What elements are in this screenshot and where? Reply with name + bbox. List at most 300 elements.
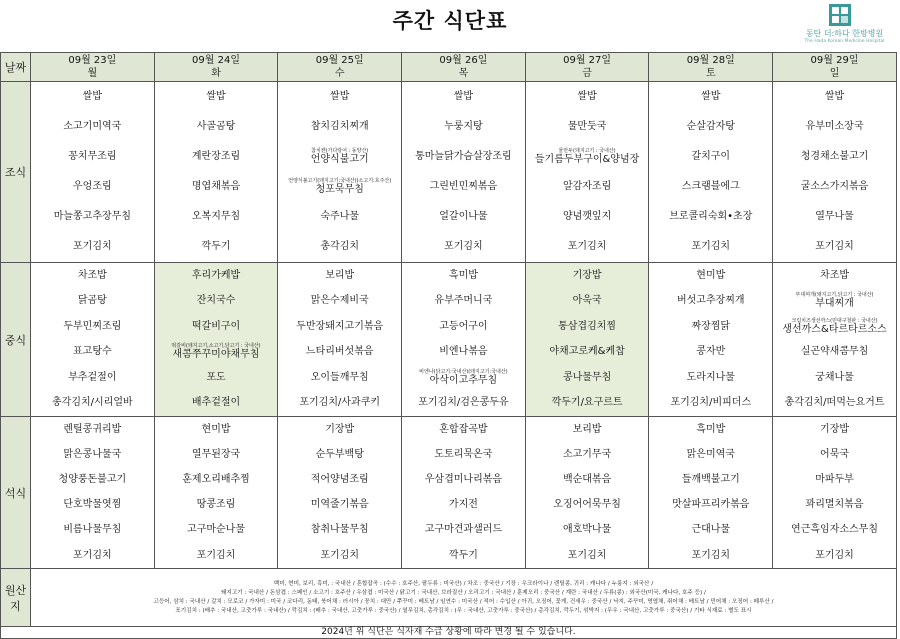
dish-name: 맑은수제비국: [310, 295, 369, 307]
menu-cell: [773, 263, 897, 417]
dish-name: 닭곰탕: [77, 295, 107, 307]
dish-item: [526, 289, 649, 315]
dish-list: [278, 263, 401, 416]
dish-item: [526, 518, 649, 543]
dish-item: [402, 543, 525, 568]
dish-item: [526, 467, 649, 492]
dish-item: [649, 232, 772, 262]
menu-cell: [154, 417, 278, 569]
dish-item: [773, 289, 896, 315]
dish-list: [31, 417, 154, 568]
dish-name: 얼갈이나물: [439, 211, 488, 222]
dish-item: [526, 263, 649, 289]
dish-item: [526, 232, 649, 262]
dish-name: 현미밥: [696, 269, 726, 281]
dish-name: 언양식불고기: [310, 154, 369, 165]
dish-item: [278, 391, 401, 417]
dish-item: [278, 493, 401, 518]
dish-item: [31, 314, 154, 340]
dish-name: 고구마견과샐러드: [424, 524, 503, 536]
dish-name: 마파두부: [815, 473, 854, 485]
dish-name: 오징어어묵무침: [553, 499, 621, 511]
dish-name: 느타리버섯볶음: [305, 346, 374, 358]
dish-item: [649, 82, 772, 112]
dish-item: [278, 142, 401, 172]
dish-item: [402, 340, 525, 366]
day-of-week: 토: [705, 68, 716, 79]
dish-name: 도라지나물: [686, 371, 735, 383]
meal-label: 석식: [1, 417, 31, 569]
dish-item: [155, 467, 278, 492]
dish-name: 참치김치찌개: [310, 121, 369, 132]
dish-name: 잔치국수: [196, 295, 236, 307]
dish-name: 통마늘닭가슴살장조림: [415, 151, 512, 162]
menu-cell: [773, 417, 897, 569]
dish-name: 맛살파프리카볶음: [672, 499, 750, 511]
dish-item: [155, 340, 278, 366]
dish-item: [649, 493, 772, 518]
meal-row: [1, 82, 897, 263]
dish-item: [31, 289, 154, 315]
dish-name: 보리밥: [572, 423, 602, 435]
dish-name: 버섯고추장찌개: [676, 295, 745, 307]
dish-item: [31, 467, 154, 492]
dish-name: 우엉조림: [73, 181, 112, 192]
dish-item: [31, 112, 154, 142]
dish-item: [402, 112, 525, 142]
dish-name: 떡갈비구이: [191, 320, 241, 332]
dish-name: 포기김치: [691, 549, 731, 561]
dish-item: [649, 543, 772, 568]
day-header: [278, 53, 402, 82]
day-header: [649, 53, 773, 82]
dish-name: 비엔나볶음: [439, 346, 488, 358]
dish-item: [402, 417, 525, 442]
meal-rows: [1, 82, 897, 569]
dish-name: 포기김치: [196, 549, 236, 561]
dish-list: [402, 82, 525, 262]
dish-list: [402, 263, 525, 416]
dish-item: [155, 391, 278, 417]
dish-item: [526, 314, 649, 340]
dish-item: [649, 289, 772, 315]
dish-name: 애호박나물: [562, 524, 612, 536]
dish-item: [773, 142, 896, 172]
day-of-week: 월: [87, 68, 98, 79]
dish-item: [402, 314, 525, 340]
dish-item: [278, 172, 401, 202]
dish-name: 깍두기/요구르트: [551, 397, 623, 409]
dish-item: [649, 340, 772, 366]
dish-item: [402, 365, 525, 391]
dish-name: 알감자조림: [562, 181, 612, 192]
dish-name: 꽈리멸치볶음: [805, 499, 864, 511]
dish-item: [526, 172, 649, 202]
notice-row: [1, 627, 897, 639]
dish-item: [402, 518, 525, 543]
dish-name: 두반장돼지고기볶음: [296, 320, 384, 332]
dish-list: [31, 82, 154, 262]
menu-cell: [278, 263, 402, 417]
day-header: [154, 53, 278, 82]
dish-item: [31, 391, 154, 417]
hospital-logo-icon: [829, 4, 851, 26]
dish-item: [155, 417, 278, 442]
dish-list: [773, 263, 896, 416]
dish-item: [526, 340, 649, 366]
dish-item: [402, 442, 525, 467]
dish-origin-note: 부대찌개(돼지고기,닭고기 : 국내산): [795, 292, 874, 299]
dish-list: [649, 82, 772, 262]
dish-name: 가지전: [448, 499, 478, 511]
dish-item: [526, 442, 649, 467]
day-header: [31, 53, 155, 82]
dish-name: 포도: [206, 371, 226, 383]
menu-cell: [402, 82, 526, 263]
dish-item: [526, 82, 649, 112]
menu-cell: [402, 417, 526, 569]
hospital-name-english: The Hada Korean Medicine Hospital: [804, 39, 885, 44]
hospital-logo: [797, 4, 892, 46]
dish-list: [773, 417, 896, 568]
dish-name: 유부주머니국: [434, 295, 493, 307]
dish-item: [31, 518, 154, 543]
dish-name: 갈치구이: [691, 151, 731, 162]
dish-name: 고등어구이: [439, 320, 488, 332]
dish-name: 궁채나물: [815, 371, 854, 383]
origin-line: 고등어, 삼치 : 국내산 / 갈치 : 모로코 / 가자미 : 미국 / 코다리, 동태, 북어채 : 러시아 / 꽁치 : 대만 / 쭈꾸미 : 베트남 / 임연수 : 미국산 / 적어 : 수입산 / 아귀, 오징어, 꽃게, 건새우 : 중국산 / 낙지, 주꾸미, 명엽채, 쥐어채 : 베트남 / 민어채 : 오징어 : 페루산 /: [153, 598, 774, 605]
dish-item: [402, 493, 525, 518]
dish-name: 부대찌개: [815, 298, 854, 310]
dish-item: [402, 202, 525, 232]
dish-origin-note: 언양식불고기(돼지고기:국내산)(소고기:호주산): [288, 178, 392, 184]
dish-name: 깍두기: [201, 241, 231, 252]
dish-item: [649, 263, 772, 289]
dish-item: [31, 417, 154, 442]
dish-name: 쌀밥: [453, 91, 474, 102]
dish-name: 총각김치/시리얼바: [52, 397, 133, 409]
dish-name: 오복지무침: [191, 211, 241, 222]
dish-name: 보리밥: [325, 269, 355, 281]
dish-item: [649, 142, 772, 172]
dish-name: 흑미밥: [696, 423, 726, 435]
dish-name: 포기김치: [567, 241, 607, 252]
origin-info: [31, 569, 897, 627]
dish-item: [402, 263, 525, 289]
origin-line: 포기김치 : (배추 : 국내산, 고춧가루 : 국내산) / 깍김치 : (배추 : 국내산, 고춧가루 : 중국산) / 열무김치, 총각김치 : (무 : 국내산, 고춧가루 : 중국산) / 총각김치, 깍두기, 섞박지 : (무우 : 국내산, 고춧가루 : 중국산) / 기타 식재료 : 별도 표시: [175, 607, 752, 614]
dish-name: 포기김치/사과쿠키: [299, 397, 381, 409]
dish-name: 포기김치: [691, 241, 731, 252]
dish-item: [278, 82, 401, 112]
dish-item: [773, 340, 896, 366]
menu-cell: [154, 263, 278, 417]
dish-item: [31, 142, 154, 172]
dish-item: [526, 493, 649, 518]
dish-origin-note: 물만두(돼지고기 : 국내산): [558, 148, 616, 154]
day-of-week: 목: [458, 68, 469, 79]
dish-name: 포기김치/비피더스: [670, 397, 752, 409]
dish-name: 기장밥: [820, 423, 850, 435]
menu-cell: [31, 417, 155, 569]
dish-item: [155, 82, 278, 112]
hospital-name: 동탄 더:하다 한방병원: [805, 29, 884, 38]
dish-name: 근대나물: [691, 524, 731, 536]
dish-name: 소고기무국: [562, 448, 612, 460]
dish-item: [773, 467, 896, 492]
dish-item: [31, 232, 154, 262]
day-of-week: 화: [211, 68, 221, 79]
dish-name: 스크램블에그: [681, 181, 740, 192]
dish-item: [278, 518, 401, 543]
dish-name: 숙주나물: [320, 211, 360, 222]
dish-item: [526, 365, 649, 391]
day-date: 09월 23일: [68, 55, 117, 66]
dish-list: [278, 82, 401, 262]
menu-cell: [649, 82, 773, 263]
dish-list: [155, 417, 278, 568]
dish-item: [155, 112, 278, 142]
date-column-label: 날짜: [1, 53, 31, 82]
menu-cell: [649, 417, 773, 569]
dish-name: 그린빈민찌볶음: [429, 181, 498, 192]
dish-name: 생선까스&타르타르소스: [782, 323, 887, 335]
dish-name: 혼합잡곡밥: [439, 423, 488, 435]
dish-name: 쌀밥: [206, 91, 226, 102]
dish-name: 고구마순나물: [187, 524, 246, 536]
dish-item: [155, 232, 278, 262]
dish-name: 깍두기: [448, 549, 478, 561]
dish-name: 물만둣국: [567, 121, 607, 132]
dish-item: [773, 82, 896, 112]
dish-name: 현미밥: [201, 423, 231, 435]
dish-list: [773, 82, 896, 262]
origin-label: 원산지: [1, 569, 31, 627]
dish-name: 누룽지탕: [444, 121, 483, 132]
dish-name: 포기김치: [73, 241, 112, 252]
menu-cell: [31, 82, 155, 263]
dish-name: 통삼겹김치찜: [558, 320, 617, 332]
dish-name: 청포묵무침: [315, 184, 364, 195]
dish-item: [278, 543, 401, 568]
dish-item: [649, 112, 772, 142]
dish-item: [649, 391, 772, 417]
dish-name: 쌀밥: [577, 91, 597, 102]
dish-item: [402, 467, 525, 492]
day-date: 09월 24일: [192, 55, 240, 66]
dish-item: [155, 289, 278, 315]
dish-item: [402, 82, 525, 112]
dish-name: 어묵국: [820, 448, 850, 460]
dish-name: 표고탕수: [73, 346, 112, 358]
dish-item: [278, 314, 401, 340]
dish-name: 브로콜리숙회•초장: [669, 211, 753, 222]
dish-item: [773, 172, 896, 202]
dish-name: 총각김치/떠먹는요거트: [784, 397, 885, 409]
dish-name: 우삼겹미나리볶음: [424, 473, 503, 485]
dish-item: [649, 365, 772, 391]
dish-list: [155, 82, 278, 262]
menu-cell: [649, 263, 773, 417]
dish-name: 짜장찜닭: [691, 320, 731, 332]
dish-item: [155, 543, 278, 568]
dish-item: [402, 289, 525, 315]
dish-name: 연근흑임자소스무침: [791, 524, 878, 536]
dish-name: 쌀밥: [824, 91, 845, 102]
dish-name: 기장밥: [325, 423, 355, 435]
dish-item: [526, 112, 649, 142]
dish-origin-note: 크림치즈생선까스(민대구철판 : 국내산): [791, 317, 878, 324]
dish-item: [773, 518, 896, 543]
dish-item: [31, 543, 154, 568]
dish-item: [526, 142, 649, 172]
dish-item: [773, 543, 896, 568]
dish-item: [155, 202, 278, 232]
day-header: [525, 53, 649, 82]
dish-name: 순살감자탕: [686, 121, 735, 132]
menu-cell: [525, 82, 649, 263]
dish-name: 아삭이고추무침: [429, 374, 498, 386]
dish-name: 콩나물무침: [562, 371, 612, 383]
dish-item: [278, 340, 401, 366]
dish-item: [649, 172, 772, 202]
origin-line: 돼지고기 : 국내산 / 돈삼겹 : 스페인 / 소고기 : 호주산 / 우삼겹 : 미국산 / 닭고기 : 국내산, 브라질산 / 오리고기 : 국내산 / 훈제오리 : 중국산 / 계란 : 국내산 / 두류(콩) : 외국산(미국, 캐나다, 호주 등) /: [221, 589, 706, 596]
day-date: 09월 28일: [686, 55, 735, 66]
dish-list: [402, 417, 525, 568]
dish-name: 명엽채볶음: [191, 181, 241, 192]
dish-item: [155, 442, 278, 467]
dish-origin-note: 참치캔(가다랑어 : 동양산): [311, 148, 369, 154]
origin-line: 백미, 현미, 보리, 흑미, : 국내산 / 혼합잡곡 : (수수 : 호주산, 팥두류 : 미국산) / 차조 : 중국산 / 기장 : 우크라이나 / 렌틸콩, 귀리 : 캐나다 / 누룽지 : 외국산 /: [273, 580, 654, 587]
dish-origin-note: 비엔나(닭고기:국내산)(돼지고기:국내산): [419, 368, 508, 375]
dish-item: [31, 493, 154, 518]
dish-item: [402, 232, 525, 262]
dish-item: [278, 263, 401, 289]
dish-name: 소고기미역국: [63, 121, 122, 132]
dish-name: 굴소스가지볶음: [800, 181, 869, 192]
dish-name: 백순대볶음: [562, 473, 612, 485]
dish-name: 단호박물엿찜: [63, 499, 122, 511]
day-of-week: 수: [334, 68, 345, 79]
dish-name: 청경채소불고기: [800, 151, 869, 162]
dish-item: [649, 518, 772, 543]
dish-name: 오이들깨무침: [310, 371, 369, 383]
dish-name: 들기름두부구이&양념장: [534, 154, 640, 165]
dish-item: [278, 417, 401, 442]
dish-name: 양념깻잎지: [562, 211, 612, 222]
dish-item: [649, 417, 772, 442]
dish-name: 포기김치: [567, 549, 607, 561]
dish-name: 미역줄기볶음: [310, 499, 369, 511]
dish-name: 참취나물무침: [310, 524, 369, 536]
meal-row: [1, 263, 897, 417]
dish-name: 포기김치: [815, 241, 854, 252]
page-title: 주간 식단표: [392, 9, 508, 33]
day-of-week: 일: [829, 68, 840, 79]
dish-name: 새콤쭈꾸미야채무침: [172, 349, 260, 361]
origin-row: [1, 569, 897, 627]
dish-name: 순두부백탕: [315, 448, 364, 460]
dish-item: [31, 202, 154, 232]
dish-name: 배추겉절이: [191, 397, 241, 409]
dish-list: [526, 82, 649, 262]
dish-list: [649, 263, 772, 416]
dish-item: [402, 172, 525, 202]
dish-list: [526, 417, 649, 568]
dish-name: 후리가케밥: [191, 269, 241, 281]
dish-item: [155, 263, 278, 289]
dish-name: 비름나물무침: [63, 524, 122, 536]
dish-item: [155, 493, 278, 518]
dish-name: 계란장조림: [191, 151, 241, 162]
dish-name: 흑미밥: [448, 269, 478, 281]
dish-item: [278, 232, 401, 262]
dish-name: 총각김치: [320, 241, 360, 252]
dish-item: [773, 202, 896, 232]
meal-label: 중식: [1, 263, 31, 417]
dish-item: [526, 391, 649, 417]
dish-item: [31, 340, 154, 366]
dish-item: [773, 314, 896, 340]
day-date: 09월 29일: [810, 55, 859, 66]
menu-cell: [278, 82, 402, 263]
dish-name: 포기김치: [73, 549, 112, 561]
dish-name: 차조밥: [820, 269, 850, 281]
dish-name: 렌틸콩귀리밥: [63, 423, 122, 435]
day-header: [773, 53, 897, 82]
dish-item: [773, 365, 896, 391]
dish-item: [278, 112, 401, 142]
day-header: [402, 53, 526, 82]
dish-name: 들깨백불고기: [681, 473, 740, 485]
dish-name: 차조밥: [77, 269, 107, 281]
dish-item: [31, 172, 154, 202]
dish-name: 청양풍돈불고기: [58, 473, 127, 485]
dish-name: 마늘쫑고추장무침: [53, 211, 131, 222]
dish-item: [155, 518, 278, 543]
dish-origin-note: 떡갈비(돼지고기,소고기,닭고기 : 국내산): [171, 343, 261, 350]
dish-name: 포기김치/검은콩두유: [418, 397, 509, 409]
dish-item: [278, 202, 401, 232]
day-date: 09월 25일: [315, 55, 364, 66]
dish-item: [278, 365, 401, 391]
dish-item: [278, 467, 401, 492]
dish-item: [773, 442, 896, 467]
dish-name: 꽁치무조림: [68, 151, 117, 162]
day-of-week: 금: [582, 68, 592, 79]
dish-name: 도토리묵온국: [434, 448, 493, 460]
dish-name: 훈제오리배추찜: [182, 473, 250, 485]
dish-item: [773, 263, 896, 289]
weekly-menu-table: [0, 52, 897, 639]
dish-item: [773, 493, 896, 518]
dish-item: [526, 543, 649, 568]
dish-item: [155, 365, 278, 391]
dish-name: 열무나물: [815, 211, 854, 222]
dish-name: 땅콩조림: [196, 499, 236, 511]
dish-item: [773, 391, 896, 417]
menu-cell: [402, 263, 526, 417]
dish-list: [649, 417, 772, 568]
dish-item: [649, 467, 772, 492]
dish-item: [773, 112, 896, 142]
dish-name: 포기김치: [444, 241, 483, 252]
dish-item: [773, 417, 896, 442]
menu-cell: [154, 82, 278, 263]
dish-item: [155, 314, 278, 340]
dish-name: 사골곰탕: [196, 121, 236, 132]
dish-item: [402, 142, 525, 172]
dish-name: 유부미소장국: [805, 121, 864, 132]
